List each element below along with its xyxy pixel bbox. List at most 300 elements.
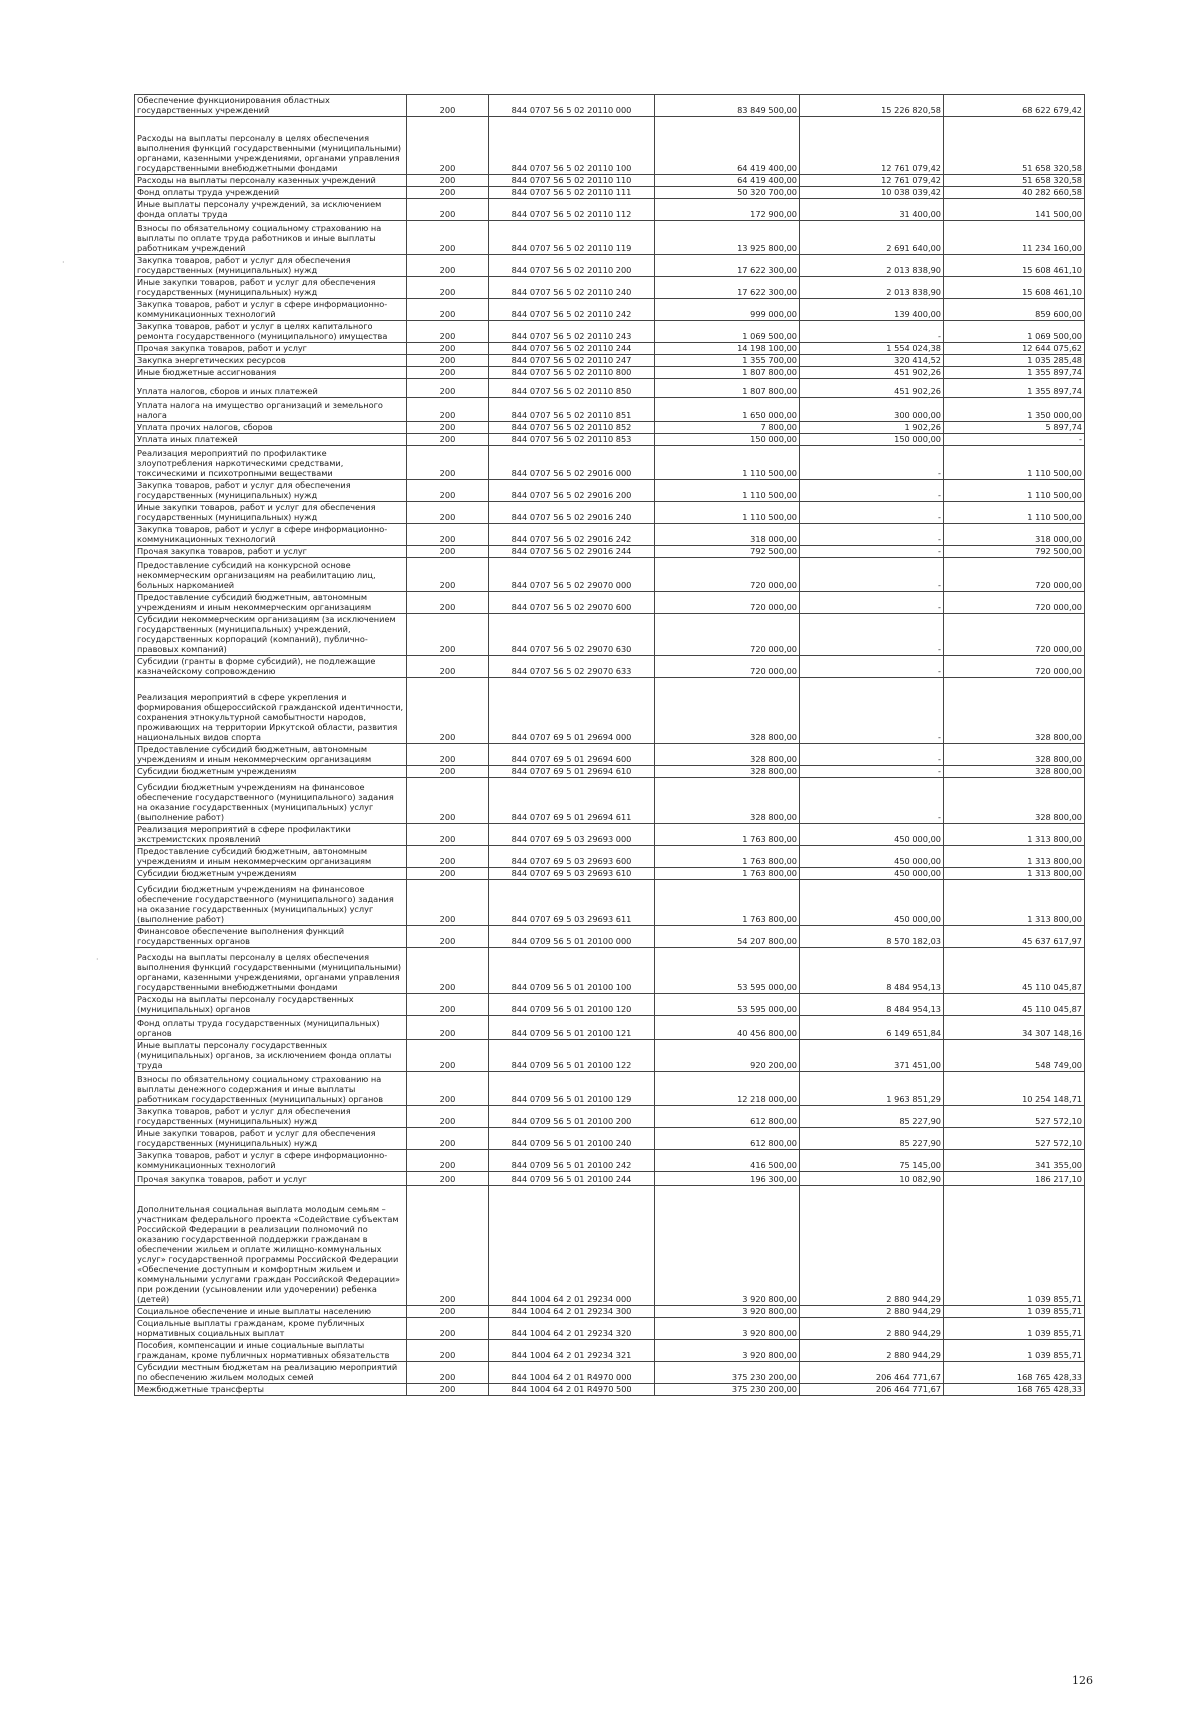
executed-amount: 1 963 851,29 xyxy=(800,1072,944,1106)
unexecuted-amount: 328 800,00 xyxy=(944,766,1085,778)
line-code: 200 xyxy=(407,1362,489,1384)
budget-classification-code: 844 1004 64 2 01 R4970 000 xyxy=(489,1362,655,1384)
row-description: Уплата налога на имущество организаций и земельного налога xyxy=(135,398,407,422)
executed-amount: - xyxy=(800,558,944,592)
executed-amount: 2 880 944,29 xyxy=(800,1186,944,1306)
unexecuted-amount: 51 658 320,58 xyxy=(944,117,1085,175)
unexecuted-amount: 15 608 461,10 xyxy=(944,255,1085,277)
unexecuted-amount: - xyxy=(944,434,1085,446)
unexecuted-amount: 40 282 660,58 xyxy=(944,187,1085,199)
executed-amount: 371 451,00 xyxy=(800,1040,944,1072)
unexecuted-amount: 141 500,00 xyxy=(944,199,1085,221)
table-row xyxy=(135,1172,1085,1186)
line-code: 200 xyxy=(407,221,489,255)
line-code: 200 xyxy=(407,678,489,744)
executed-amount: - xyxy=(800,656,944,678)
table-row xyxy=(135,1384,1085,1396)
budget-classification-code: 844 0709 56 5 01 20100 000 xyxy=(489,926,655,948)
line-code: 200 xyxy=(407,480,489,502)
table-row xyxy=(135,1340,1085,1362)
unexecuted-amount: 1 039 855,71 xyxy=(944,1186,1085,1306)
table-row xyxy=(135,1106,1085,1128)
table-row xyxy=(135,321,1085,343)
budget-classification-code: 844 1004 64 2 01 29234 320 xyxy=(489,1318,655,1340)
approved-amount: 1 069 500,00 xyxy=(655,321,800,343)
table-row xyxy=(135,926,1085,948)
row-description: Иные бюджетные ассигнования xyxy=(135,367,407,379)
line-code: 200 xyxy=(407,398,489,422)
approved-amount: 1 110 500,00 xyxy=(655,446,800,480)
executed-amount: - xyxy=(800,766,944,778)
row-description: Расходы на выплаты персоналу государственных (муниципальных) органов xyxy=(135,994,407,1016)
row-description: Закупка товаров, работ и услуг для обеспечения государственных (муниципальных) нужд xyxy=(135,480,407,502)
line-code: 200 xyxy=(407,744,489,766)
unexecuted-amount: 34 307 148,16 xyxy=(944,1016,1085,1040)
unexecuted-amount: 720 000,00 xyxy=(944,614,1085,656)
row-description: Пособия, компенсации и иные социальные выплаты гражданам, кроме публичных нормативных обязательств xyxy=(135,1340,407,1362)
unexecuted-amount: 1 313 800,00 xyxy=(944,880,1085,926)
row-description: Субсидии местным бюджетам на реализацию мероприятий по обеспечению жильем молодых семей xyxy=(135,1362,407,1384)
line-code: 200 xyxy=(407,824,489,846)
approved-amount: 612 800,00 xyxy=(655,1128,800,1150)
unexecuted-amount: 186 217,10 xyxy=(944,1172,1085,1186)
budget-classification-code: 844 0707 56 5 02 20110 244 xyxy=(489,343,655,355)
line-code: 200 xyxy=(407,524,489,546)
line-code: 200 xyxy=(407,1150,489,1172)
executed-amount: 10 038 039,42 xyxy=(800,187,944,199)
table-row xyxy=(135,187,1085,199)
line-code: 200 xyxy=(407,117,489,175)
line-code: 200 xyxy=(407,199,489,221)
table-row xyxy=(135,480,1085,502)
row-description: Социальное обеспечение и иные выплаты населению xyxy=(135,1306,407,1318)
line-code: 200 xyxy=(407,926,489,948)
table-row xyxy=(135,1150,1085,1172)
budget-classification-code: 844 0707 56 5 02 20110 000 xyxy=(489,95,655,117)
approved-amount: 328 800,00 xyxy=(655,678,800,744)
executed-amount: - xyxy=(800,744,944,766)
row-description: Фонд оплаты труда учреждений xyxy=(135,187,407,199)
budget-classification-code: 844 0707 69 5 01 29694 000 xyxy=(489,678,655,744)
unexecuted-amount: 1 039 855,71 xyxy=(944,1318,1085,1340)
scan-mark: · xyxy=(62,258,65,267)
approved-amount: 1 763 800,00 xyxy=(655,824,800,846)
budget-classification-code: 844 0709 56 5 01 20100 120 xyxy=(489,994,655,1016)
line-code: 200 xyxy=(407,1016,489,1040)
row-description: Фонд оплаты труда государственных (муниципальных) органов xyxy=(135,1016,407,1040)
line-code: 200 xyxy=(407,1186,489,1306)
table-row xyxy=(135,277,1085,299)
table-row xyxy=(135,558,1085,592)
approved-amount: 720 000,00 xyxy=(655,614,800,656)
unexecuted-amount: 328 800,00 xyxy=(944,778,1085,824)
approved-amount: 83 849 500,00 xyxy=(655,95,800,117)
approved-amount: 1 650 000,00 xyxy=(655,398,800,422)
table-row xyxy=(135,846,1085,868)
table-row xyxy=(135,592,1085,614)
executed-amount: 12 761 079,42 xyxy=(800,175,944,187)
unexecuted-amount: 859 600,00 xyxy=(944,299,1085,321)
table-row xyxy=(135,367,1085,379)
table-row xyxy=(135,678,1085,744)
table-row xyxy=(135,255,1085,277)
line-code: 200 xyxy=(407,95,489,117)
line-code: 200 xyxy=(407,846,489,868)
table-row xyxy=(135,766,1085,778)
row-description: Субсидии некоммерческим организациям (за исключением государственных (муниципальных) учреждений, государственных корпораций (компаний), публично-правовых компаний) xyxy=(135,614,407,656)
table-row xyxy=(135,1128,1085,1150)
row-description: Взносы по обязательному социальному страхованию на выплаты денежного содержания и иные выплаты работникам государственных (муниципальных) органов xyxy=(135,1072,407,1106)
budget-classification-code: 844 0707 56 5 02 29070 000 xyxy=(489,558,655,592)
unexecuted-amount: 168 765 428,33 xyxy=(944,1384,1085,1396)
row-description: Межбюджетные трансферты xyxy=(135,1384,407,1396)
unexecuted-amount: 1 110 500,00 xyxy=(944,480,1085,502)
row-description: Иные закупки товаров, работ и услуг для обеспечения государственных (муниципальных) нужд xyxy=(135,502,407,524)
approved-amount: 920 200,00 xyxy=(655,1040,800,1072)
table-row xyxy=(135,343,1085,355)
table-row xyxy=(135,221,1085,255)
row-description: Расходы на выплаты персоналу в целях обеспечения выполнения функций государственными (муниципальными) органами, казенными учреждениями, органами управления государственными внебюджетными фондами xyxy=(135,117,407,175)
line-code: 200 xyxy=(407,868,489,880)
row-description: Предоставление субсидий бюджетным, автономным учреждениям и иным некоммерческим организациям xyxy=(135,846,407,868)
budget-classification-code: 844 0707 56 5 02 29070 630 xyxy=(489,614,655,656)
line-code: 200 xyxy=(407,187,489,199)
table-row xyxy=(135,948,1085,994)
row-description: Взносы по обязательному социальному страхованию на выплаты по оплате труда работников и иные выплаты работникам учреждений xyxy=(135,221,407,255)
line-code: 200 xyxy=(407,558,489,592)
executed-amount: 2 013 838,90 xyxy=(800,277,944,299)
approved-amount: 150 000,00 xyxy=(655,434,800,446)
unexecuted-amount: 5 897,74 xyxy=(944,422,1085,434)
table-row xyxy=(135,880,1085,926)
table-row xyxy=(135,1072,1085,1106)
approved-amount: 1 763 800,00 xyxy=(655,846,800,868)
row-description: Дополнительная социальная выплата молодым семьям – участникам федерального проекта «Содействие субъектам Российской Федерации в реализации полномочий по оказанию государственной поддержки гражданам в обеспечении жильем и оплате жилищно-коммунальных услуг» государственной программы Российской Федерации «Обеспечение доступным и комфортным жильем и коммунальными услугами граждан Российской Федерации» при рождении (усыновлении или удочерении) ребенка (детей) xyxy=(135,1186,407,1306)
unexecuted-amount: 527 572,10 xyxy=(944,1128,1085,1150)
row-description: Прочая закупка товаров, работ и услуг xyxy=(135,343,407,355)
unexecuted-amount: 45 637 617,97 xyxy=(944,926,1085,948)
table-row xyxy=(135,1016,1085,1040)
row-description: Субсидии бюджетным учреждениям на финансовое обеспечение государственного (муниципального) задания на оказание государственных (муниципальных) услуг (выполнение работ) xyxy=(135,880,407,926)
row-description: Субсидии бюджетным учреждениям на финансовое обеспечение государственного (муниципального) задания на оказание государственных (муниципальных) услуг (выполнение работ) xyxy=(135,778,407,824)
table-row xyxy=(135,422,1085,434)
executed-amount: 320 414,52 xyxy=(800,355,944,367)
table-row xyxy=(135,398,1085,422)
budget-classification-code: 844 0707 56 5 02 20110 112 xyxy=(489,199,655,221)
approved-amount: 53 595 000,00 xyxy=(655,948,800,994)
approved-amount: 1 355 700,00 xyxy=(655,355,800,367)
unexecuted-amount: 11 234 160,00 xyxy=(944,221,1085,255)
executed-amount: 8 484 954,13 xyxy=(800,948,944,994)
executed-amount: 75 145,00 xyxy=(800,1150,944,1172)
budget-classification-code: 844 0707 56 5 02 20110 247 xyxy=(489,355,655,367)
executed-amount: 150 000,00 xyxy=(800,434,944,446)
unexecuted-amount: 720 000,00 xyxy=(944,656,1085,678)
line-code: 200 xyxy=(407,422,489,434)
executed-amount: - xyxy=(800,614,944,656)
row-description: Иные закупки товаров, работ и услуг для обеспечения государственных (муниципальных) нужд xyxy=(135,277,407,299)
row-description: Закупка товаров, работ и услуг в сфере информационно-коммуникационных технологий xyxy=(135,1150,407,1172)
budget-classification-code: 844 0707 56 5 02 29016 240 xyxy=(489,502,655,524)
line-code: 200 xyxy=(407,343,489,355)
line-code: 200 xyxy=(407,546,489,558)
unexecuted-amount: 792 500,00 xyxy=(944,546,1085,558)
budget-classification-code: 844 0707 56 5 02 20110 100 xyxy=(489,117,655,175)
executed-amount: 31 400,00 xyxy=(800,199,944,221)
budget-classification-code: 844 0707 56 5 02 29016 000 xyxy=(489,446,655,480)
line-code: 200 xyxy=(407,355,489,367)
unexecuted-amount: 1 313 800,00 xyxy=(944,846,1085,868)
budget-classification-code: 844 0707 56 5 02 20110 852 xyxy=(489,422,655,434)
row-description: Прочая закупка товаров, работ и услуг xyxy=(135,1172,407,1186)
executed-amount: - xyxy=(800,502,944,524)
unexecuted-amount: 51 658 320,58 xyxy=(944,175,1085,187)
approved-amount: 375 230 200,00 xyxy=(655,1362,800,1384)
approved-amount: 3 920 800,00 xyxy=(655,1340,800,1362)
executed-amount: 85 227,90 xyxy=(800,1128,944,1150)
budget-classification-code: 844 0707 56 5 02 20110 111 xyxy=(489,187,655,199)
line-code: 200 xyxy=(407,778,489,824)
executed-amount: - xyxy=(800,592,944,614)
unexecuted-amount: 1 355 897,74 xyxy=(944,379,1085,398)
executed-amount: - xyxy=(800,321,944,343)
budget-classification-code: 844 0707 56 5 02 20110 851 xyxy=(489,398,655,422)
budget-classification-code: 844 0709 56 5 01 20100 244 xyxy=(489,1172,655,1186)
executed-amount: 2 691 640,00 xyxy=(800,221,944,255)
approved-amount: 375 230 200,00 xyxy=(655,1384,800,1396)
unexecuted-amount: 168 765 428,33 xyxy=(944,1362,1085,1384)
budget-classification-code: 844 0709 56 5 01 20100 242 xyxy=(489,1150,655,1172)
table-row xyxy=(135,355,1085,367)
line-code: 200 xyxy=(407,1072,489,1106)
unexecuted-amount: 1 313 800,00 xyxy=(944,868,1085,880)
executed-amount: 1 554 024,38 xyxy=(800,343,944,355)
budget-classification-code: 844 1004 64 2 01 29234 000 xyxy=(489,1186,655,1306)
executed-amount: 85 227,90 xyxy=(800,1106,944,1128)
unexecuted-amount: 341 355,00 xyxy=(944,1150,1085,1172)
row-description: Закупка товаров, работ и услуг в сфере информационно-коммуникационных технологий xyxy=(135,299,407,321)
row-description: Субсидии (гранты в форме субсидий), не подлежащие казначейскому сопровождению xyxy=(135,656,407,678)
unexecuted-amount: 1 110 500,00 xyxy=(944,446,1085,480)
row-description: Закупка энергетических ресурсов xyxy=(135,355,407,367)
budget-classification-code: 844 0709 56 5 01 20100 100 xyxy=(489,948,655,994)
unexecuted-amount: 527 572,10 xyxy=(944,1106,1085,1128)
executed-amount: 206 464 771,67 xyxy=(800,1384,944,1396)
line-code: 200 xyxy=(407,656,489,678)
scan-mark: · xyxy=(96,955,99,964)
executed-amount: 451 902,26 xyxy=(800,379,944,398)
row-description: Реализация мероприятий в сфере укрепления и формирования общероссийской гражданской идентичности, сохранения этнокультурной самобытности народов, проживающих на территории Иркутской области, развития национальных видов спорта xyxy=(135,678,407,744)
budget-classification-code: 844 0709 56 5 01 20100 122 xyxy=(489,1040,655,1072)
unexecuted-amount: 328 800,00 xyxy=(944,744,1085,766)
row-description: Закупка товаров, работ и услуг для обеспечения государственных (муниципальных) нужд xyxy=(135,1106,407,1128)
row-description: Уплата иных платежей xyxy=(135,434,407,446)
table-row xyxy=(135,524,1085,546)
executed-amount: 10 082,90 xyxy=(800,1172,944,1186)
approved-amount: 12 218 000,00 xyxy=(655,1072,800,1106)
unexecuted-amount: 1 035 285,48 xyxy=(944,355,1085,367)
unexecuted-amount: 1 069 500,00 xyxy=(944,321,1085,343)
approved-amount: 40 456 800,00 xyxy=(655,1016,800,1040)
budget-classification-code: 844 0707 69 5 03 29693 611 xyxy=(489,880,655,926)
expenditure-table xyxy=(134,94,1085,1396)
table-row xyxy=(135,824,1085,846)
unexecuted-amount: 45 110 045,87 xyxy=(944,948,1085,994)
executed-amount: 15 226 820,58 xyxy=(800,95,944,117)
row-description: Субсидии бюджетным учреждениям xyxy=(135,766,407,778)
budget-classification-code: 844 0709 56 5 01 20100 240 xyxy=(489,1128,655,1150)
line-code: 200 xyxy=(407,446,489,480)
budget-classification-code: 844 0707 69 5 01 29694 600 xyxy=(489,744,655,766)
line-code: 200 xyxy=(407,367,489,379)
approved-amount: 17 622 300,00 xyxy=(655,255,800,277)
approved-amount: 53 595 000,00 xyxy=(655,994,800,1016)
unexecuted-amount: 720 000,00 xyxy=(944,592,1085,614)
unexecuted-amount: 1 355 897,74 xyxy=(944,367,1085,379)
budget-classification-code: 844 0707 56 5 02 29070 600 xyxy=(489,592,655,614)
executed-amount: 6 149 651,84 xyxy=(800,1016,944,1040)
approved-amount: 720 000,00 xyxy=(655,656,800,678)
table-row xyxy=(135,1318,1085,1340)
unexecuted-amount: 318 000,00 xyxy=(944,524,1085,546)
row-description: Закупка товаров, работ и услуг для обеспечения государственных (муниципальных) нужд xyxy=(135,255,407,277)
approved-amount: 64 419 400,00 xyxy=(655,175,800,187)
table-row xyxy=(135,95,1085,117)
line-code: 200 xyxy=(407,379,489,398)
table-row xyxy=(135,994,1085,1016)
approved-amount: 328 800,00 xyxy=(655,766,800,778)
approved-amount: 3 920 800,00 xyxy=(655,1318,800,1340)
approved-amount: 172 900,00 xyxy=(655,199,800,221)
approved-amount: 720 000,00 xyxy=(655,592,800,614)
table-row xyxy=(135,868,1085,880)
unexecuted-amount: 68 622 679,42 xyxy=(944,95,1085,117)
table-row xyxy=(135,1306,1085,1318)
line-code: 200 xyxy=(407,880,489,926)
unexecuted-amount: 15 608 461,10 xyxy=(944,277,1085,299)
row-description: Субсидии бюджетным учреждениям xyxy=(135,868,407,880)
row-description: Социальные выплаты гражданам, кроме публичных нормативных социальных выплат xyxy=(135,1318,407,1340)
line-code: 200 xyxy=(407,1106,489,1128)
line-code: 200 xyxy=(407,175,489,187)
line-code: 200 xyxy=(407,948,489,994)
executed-amount: 139 400,00 xyxy=(800,299,944,321)
budget-classification-code: 844 0707 56 5 02 29016 242 xyxy=(489,524,655,546)
row-description: Предоставление субсидий на конкурсной основе некоммерческим организациям на реабилитацию лиц, больных наркоманией xyxy=(135,558,407,592)
budget-classification-code: 844 0707 69 5 03 29693 000 xyxy=(489,824,655,846)
budget-classification-code: 844 0707 56 5 02 20110 800 xyxy=(489,367,655,379)
executed-amount: 300 000,00 xyxy=(800,398,944,422)
budget-classification-code: 844 0707 56 5 02 20110 240 xyxy=(489,277,655,299)
executed-amount: 451 902,26 xyxy=(800,367,944,379)
unexecuted-amount: 1 039 855,71 xyxy=(944,1306,1085,1318)
unexecuted-amount: 1 110 500,00 xyxy=(944,502,1085,524)
line-code: 200 xyxy=(407,434,489,446)
row-description: Предоставление субсидий бюджетным, автономным учреждениям и иным некоммерческим организациям xyxy=(135,744,407,766)
approved-amount: 318 000,00 xyxy=(655,524,800,546)
table-row xyxy=(135,434,1085,446)
line-code: 200 xyxy=(407,1340,489,1362)
budget-classification-code: 844 0707 69 5 01 29694 611 xyxy=(489,778,655,824)
row-description: Реализация мероприятий в сфере профилактики экстремистских проявлений xyxy=(135,824,407,846)
budget-classification-code: 844 0707 56 5 02 29070 633 xyxy=(489,656,655,678)
approved-amount: 13 925 800,00 xyxy=(655,221,800,255)
line-code: 200 xyxy=(407,614,489,656)
executed-amount: 450 000,00 xyxy=(800,824,944,846)
line-code: 200 xyxy=(407,299,489,321)
line-code: 200 xyxy=(407,1306,489,1318)
budget-classification-code: 844 0709 56 5 01 20100 200 xyxy=(489,1106,655,1128)
budget-classification-code: 844 0707 56 5 02 20110 242 xyxy=(489,299,655,321)
executed-amount: - xyxy=(800,446,944,480)
unexecuted-amount: 45 110 045,87 xyxy=(944,994,1085,1016)
table-row xyxy=(135,199,1085,221)
unexecuted-amount: 720 000,00 xyxy=(944,558,1085,592)
table-row xyxy=(135,175,1085,187)
line-code: 200 xyxy=(407,994,489,1016)
table-row xyxy=(135,379,1085,398)
unexecuted-amount: 548 749,00 xyxy=(944,1040,1085,1072)
row-description: Обеспечение функционирования областных государственных учреждений xyxy=(135,95,407,117)
unexecuted-amount: 1 313 800,00 xyxy=(944,824,1085,846)
line-code: 200 xyxy=(407,1040,489,1072)
approved-amount: 328 800,00 xyxy=(655,744,800,766)
approved-amount: 1 763 800,00 xyxy=(655,868,800,880)
table-row xyxy=(135,546,1085,558)
approved-amount: 3 920 800,00 xyxy=(655,1306,800,1318)
row-description: Закупка товаров, работ и услуг в сфере информационно-коммуникационных технологий xyxy=(135,524,407,546)
budget-classification-code: 844 0707 56 5 02 20110 110 xyxy=(489,175,655,187)
table-row xyxy=(135,446,1085,480)
table-row xyxy=(135,744,1085,766)
approved-amount: 17 622 300,00 xyxy=(655,277,800,299)
approved-amount: 416 500,00 xyxy=(655,1150,800,1172)
row-description: Реализация мероприятий по профилактике злоупотребления наркотическими средствами, токсическими и психотропными веществами xyxy=(135,446,407,480)
unexecuted-amount: 12 644 075,62 xyxy=(944,343,1085,355)
executed-amount: 12 761 079,42 xyxy=(800,117,944,175)
table-row xyxy=(135,614,1085,656)
row-description: Иные закупки товаров, работ и услуг для обеспечения государственных (муниципальных) нужд xyxy=(135,1128,407,1150)
line-code: 200 xyxy=(407,592,489,614)
budget-classification-code: 844 1004 64 2 01 29234 321 xyxy=(489,1340,655,1362)
table-row xyxy=(135,1040,1085,1072)
budget-classification-code: 844 0707 56 5 02 20110 853 xyxy=(489,434,655,446)
budget-classification-code: 844 0707 69 5 03 29693 600 xyxy=(489,846,655,868)
executed-amount: 450 000,00 xyxy=(800,880,944,926)
approved-amount: 1 763 800,00 xyxy=(655,880,800,926)
executed-amount: 8 570 182,03 xyxy=(800,926,944,948)
budget-classification-code: 844 0707 69 5 03 29693 610 xyxy=(489,868,655,880)
approved-amount: 1 807 800,00 xyxy=(655,367,800,379)
unexecuted-amount: 328 800,00 xyxy=(944,678,1085,744)
approved-amount: 612 800,00 xyxy=(655,1106,800,1128)
row-description: Финансовое обеспечение выполнения функций государственных органов xyxy=(135,926,407,948)
table-row xyxy=(135,502,1085,524)
executed-amount: 450 000,00 xyxy=(800,846,944,868)
line-code: 200 xyxy=(407,321,489,343)
approved-amount: 64 419 400,00 xyxy=(655,117,800,175)
approved-amount: 1 807 800,00 xyxy=(655,379,800,398)
line-code: 200 xyxy=(407,1172,489,1186)
budget-classification-code: 844 0709 56 5 01 20100 129 xyxy=(489,1072,655,1106)
approved-amount: 999 000,00 xyxy=(655,299,800,321)
budget-classification-code: 844 0709 56 5 01 20100 121 xyxy=(489,1016,655,1040)
line-code: 200 xyxy=(407,1128,489,1150)
executed-amount: 1 902,26 xyxy=(800,422,944,434)
approved-amount: 54 207 800,00 xyxy=(655,926,800,948)
executed-amount: 450 000,00 xyxy=(800,868,944,880)
approved-amount: 720 000,00 xyxy=(655,558,800,592)
